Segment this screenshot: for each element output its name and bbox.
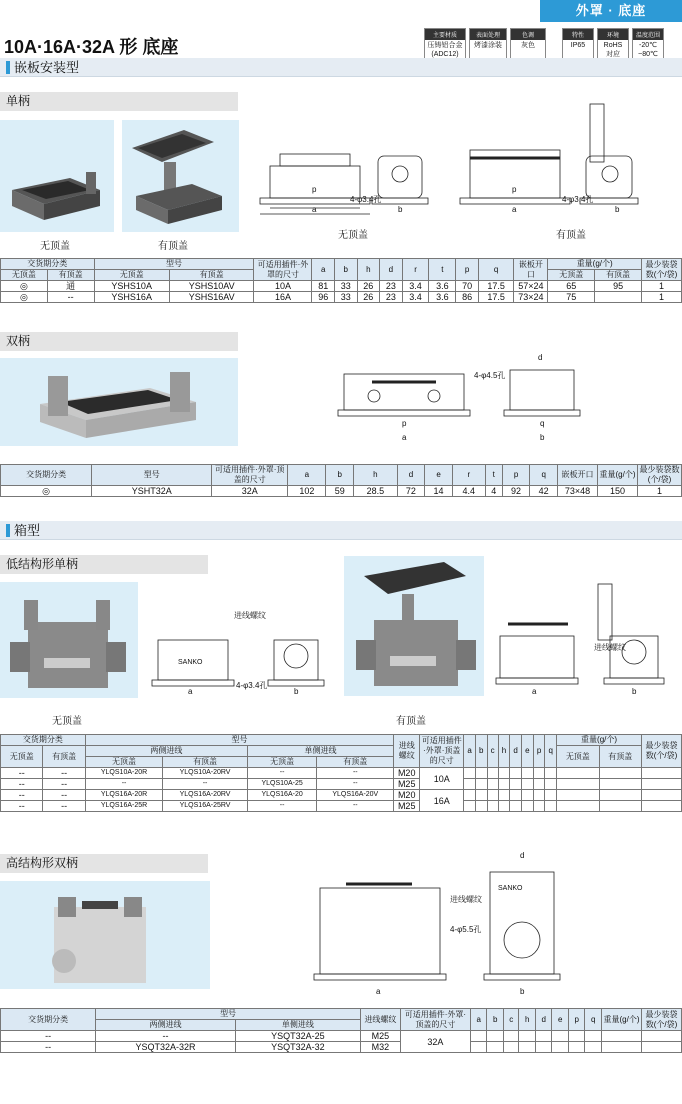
svg-text:a: a [532,687,537,696]
photo-single-cover [122,120,239,232]
page-title: 10A·16A·32A 形 底座 [4,37,179,57]
caption-cover: 有顶盖 [158,241,188,252]
svg-text:p: p [512,185,517,194]
table-row: ◎ -- YSHS16A YSHS16AV 16A 96 33 26 23 3.4 3.6 86 17.5 73×24 75 1 [1,292,682,303]
drawing-single [250,96,682,246]
drawing-thread-label-2: 进线螺纹 [594,643,626,652]
svg-text:a: a [402,433,407,442]
svg-text:q: q [540,419,545,428]
subsection-high: 高结构形双柄 [0,854,208,873]
svg-text:p: p [402,419,407,428]
spec-material: 主要材质 压铸铝合金 (ADC12) [424,28,466,61]
spec-rohs: 环境 RoHS 对应 [597,28,629,61]
spec-materials [424,28,546,61]
drawing-hole-label-2: 4-φ3.4孔 [562,195,594,204]
photo-single-nocover [0,120,114,232]
section-panel-mount: 嵌板安装型 [0,58,682,77]
table-row: -- -- YLQS16A-25R YLQS16A-25RV -- -- M25 [1,801,682,812]
svg-text:a: a [512,205,517,214]
subsection-low: 低结构形单柄 [0,555,208,574]
photo-double [0,358,238,446]
table-row: ◎ YSHT32A 32A 102 59 28.5 72 14 4.4 4 92 42 73×48 150 1 [1,486,682,497]
spec-temp: 温度范围 -20℃ ~80℃ [632,28,664,61]
drawing-thread-label-3: 进线螺纹 [450,895,482,904]
spec-color: 色调 灰色 [510,28,546,61]
subsection-double: 双柄 [0,332,238,351]
spec-features [562,28,664,61]
svg-text:a: a [376,987,381,996]
drawing-hole-label-4: 4-φ3.4孔 [236,681,268,690]
drawing-low-cover [494,580,682,698]
svg-text:b: b [520,987,525,996]
table-row: -- YSQT32A-32R YSQT32A-32 M32 [1,1042,682,1053]
svg-text:a: a [312,205,317,214]
category-tag: 外罩 · 底座 [540,0,682,22]
caption-low-nocover: 无顶盖 [52,716,82,727]
photo-low-nocover [0,582,138,698]
table-row: -- -- YSQT32A-25 M25 32A [1,1031,682,1042]
drawing-hole-label-1: 4-φ3.4孔 [350,195,382,204]
drawing-brand-2: SANKO [498,885,523,892]
svg-text:d: d [538,353,543,362]
drawing-thread-label-1: 进线螺纹 [234,611,266,620]
spec-ip: 特性 IP65 [562,28,594,61]
table-row: -- -- YLQS16A-20R YLQS16A-20RV YLQS16A-20 YLQS16A-20V M20 16A [1,790,682,801]
table-row: -- -- YLQS10A-20R YLQS10A-20RV -- -- M20 10A [1,768,682,779]
photo-low-cover [344,556,484,696]
svg-text:b: b [398,205,403,214]
table-double: 交货期分类 型号 可适用插件·外罩·顶盖的尺寸 a b h d e r t p q 嵌板开口 重量(g/个) 最少装袋数(个/袋) ◎ YSHT32A 32A 102 59 28.5 72 14 4.4 4 92 42 73×48 150 1 [0,464,682,497]
table-low: 交货期分类 型号 进线螺纹 可适用插件·外罩·顶盖的尺寸 a b c h d e p q 重量(g/个) 最少装袋数(个/袋) 无顶盖 有顶盖 两侧进线 单侧进线 无顶盖 有顶盖 无顶盖 有顶盖 无顶盖 有顶盖 -- -- YLQS10A-20R YLQS10A-20RV -- -- M20 10A -- -- -- -- YLQS10A-25 -- M25 -- -- YLQS16A-20R YLQS16A-20RV YLQS16A-20 YLQS16A-20V M20 16A -- -- YLQS16A-25R YLQS16A-25RV -- -- M25 [0,734,682,812]
subsection-single: 单柄 [0,92,238,111]
svg-text:b: b [632,687,637,696]
svg-text:b: b [294,687,299,696]
section-box-type: 箱型 [0,521,682,540]
table-high: 交货期分类 型号 进线螺纹 可适用插件·外罩·顶盖的尺寸 a b c h d e p q 重量(g/个) 最少装袋数(个/袋) 两侧进线 单侧进线 -- -- YSQT32A-25 M25 32A -- YSQT32A-32R YSQT32A-32 M32 [0,1008,682,1053]
svg-text:p: p [312,185,317,194]
caption-low-cover: 有顶盖 [396,716,426,727]
drawing-hole-label-3: 4-φ4.5孔 [474,371,506,380]
drawing-brand-1: SANKO [178,659,203,666]
drawing-caption-nocover: 无顶盖 [338,230,368,241]
drawing-low-nocover [148,600,338,700]
svg-text:b: b [615,205,620,214]
caption-nocover: 无顶盖 [40,241,70,252]
drawing-double [310,352,610,444]
svg-text:b: b [540,433,545,442]
svg-text:d: d [520,851,525,860]
drawing-high [300,848,590,998]
table-row: -- -- -- -- YLQS10A-25 -- M25 [1,779,682,790]
photo-high [0,881,210,989]
spec-surface: 表面处理 烤漆涂装 [469,28,507,61]
drawing-caption-cover: 有顶盖 [556,230,586,241]
svg-text:a: a [188,687,193,696]
drawing-hole-label-5: 4-φ5.5孔 [450,925,482,934]
table-row: ◎ 通 YSHS10A YSHS10AV 10A 81 33 26 23 3.4 3.6 70 17.5 57×24 65 95 1 [1,281,682,292]
table-single: 交货期分类 型号 可适用插件·外罩的尺寸 a b h d r t p q 嵌板开口 重量(g/个) 最少装袋数(个/袋) 无顶盖 有顶盖 无顶盖 有顶盖 无顶盖 有顶盖 ◎ 通 YSHS10A YSHS10AV 10A 81 33 26 23 3.4 3.6 70 17.5 57×24 65 95 1 ◎ -- YSHS16A YSHS16AV 16A 96 33 26 23 3.4 3.6 86 17.5 73×24 75 1 [0,258,682,303]
